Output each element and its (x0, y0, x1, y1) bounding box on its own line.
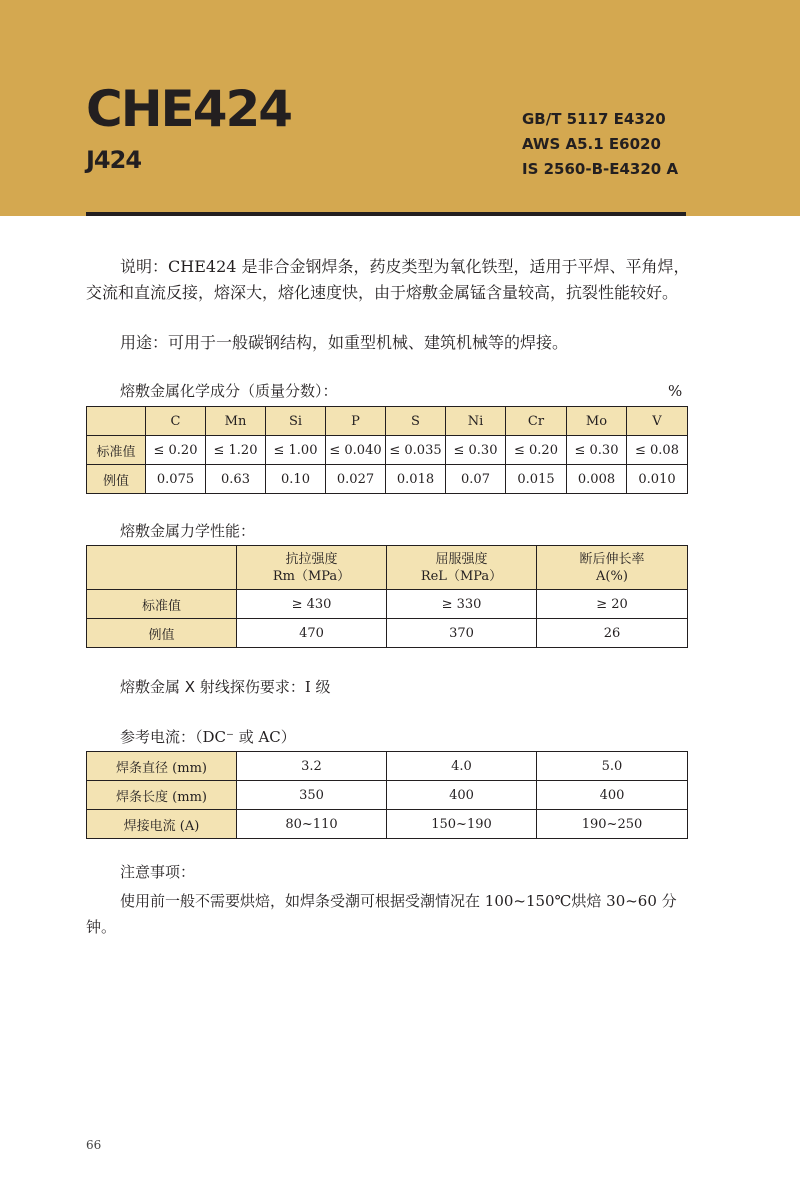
row-label: 焊条直径 (mm) (87, 752, 237, 781)
table-cell: ≤ 0.035 (386, 436, 446, 465)
table-cell: 350 (237, 781, 387, 810)
table-cell: 0.008 (567, 465, 627, 494)
table-header: S (386, 407, 446, 436)
standard-gb: GB/T 5117 E4320 (522, 110, 666, 128)
xray-label: 熔敷金属 X 射线探伤要求： (120, 678, 305, 696)
standards-list (522, 107, 678, 182)
current-table (86, 751, 688, 839)
header-line: 屈服强度 (435, 551, 488, 567)
description-paragraph (86, 254, 691, 306)
table-cell: 400 (537, 781, 688, 810)
table-header (387, 546, 537, 590)
table-cell: 0.075 (146, 465, 206, 494)
mechanical-header-row (87, 546, 688, 590)
row-label: 焊条长度 (mm) (87, 781, 237, 810)
usage-paragraph (86, 330, 691, 356)
table-header: Si (266, 407, 326, 436)
table-cell: ≤ 0.08 (627, 436, 688, 465)
table-row (87, 810, 688, 839)
chemical-unit: % (668, 382, 683, 400)
header-rule (86, 212, 686, 216)
current-line (120, 727, 296, 747)
table-row (87, 752, 688, 781)
row-label: 例值 (87, 619, 237, 648)
table-header: Mo (567, 407, 627, 436)
table-cell: 4.0 (387, 752, 537, 781)
table-cell: ≤ 0.20 (506, 436, 567, 465)
standard-is: IS 2560-B-E4320 A (522, 160, 679, 178)
mechanical-title: 熔敷金属力学性能： (120, 522, 256, 540)
table-cell: ≥ 20 (537, 590, 688, 619)
table-header: V (627, 407, 688, 436)
table-cell: 190~250 (537, 810, 688, 839)
table-header: Cr (506, 407, 567, 436)
table-header: C (146, 407, 206, 436)
standard-aws: AWS A5.1 E6020 (522, 135, 661, 153)
mechanical-table (86, 545, 688, 648)
table-cell: 0.010 (627, 465, 688, 494)
table-row (87, 590, 688, 619)
product-subtitle: J424 (86, 146, 142, 174)
table-header: Ni (446, 407, 506, 436)
table-cell: ≥ 430 (237, 590, 387, 619)
table-header (237, 546, 387, 590)
table-header: P (326, 407, 386, 436)
table-row (87, 465, 688, 494)
current-value: （DC⁻ 或 AC） (195, 728, 296, 746)
table-header (87, 407, 146, 436)
table-header (537, 546, 688, 590)
table-cell: 3.2 (237, 752, 387, 781)
current-label: 参考电流： (120, 728, 196, 746)
usage-text: 可用于一般碳钢结构，如重型机械、建筑机械等的焊接。 (168, 333, 569, 352)
header-line: 抗拉强度 (285, 551, 338, 567)
row-label: 焊接电流 (A) (87, 810, 237, 839)
table-cell: ≤ 0.30 (567, 436, 627, 465)
notes-title: 注意事项： (120, 863, 196, 881)
table-cell: 470 (237, 619, 387, 648)
table-cell: ≤ 0.040 (326, 436, 386, 465)
usage-label: 用途： (120, 333, 169, 352)
description-text: CHE424 是非合金钢焊条，药皮类型为氧化铁型，适用于平焊、平角焊，交流和直流反接，熔深大，熔化速度快，由于熔敷金属锰含量较高，抗裂性能较好。 (86, 257, 690, 302)
table-cell: 0.07 (446, 465, 506, 494)
table-cell: 400 (387, 781, 537, 810)
table-cell: 26 (537, 619, 688, 648)
header-line: 断后伸长率 (579, 551, 645, 567)
description-label: 说明： (120, 257, 169, 276)
header-unit: ReL（MPa） (420, 568, 503, 584)
table-cell: 0.018 (386, 465, 446, 494)
table-row (87, 619, 688, 648)
table-cell: 0.10 (266, 465, 326, 494)
table-cell: ≤ 1.00 (266, 436, 326, 465)
product-title: CHE424 (86, 80, 292, 138)
table-cell: ≤ 0.20 (146, 436, 206, 465)
table-row (87, 436, 688, 465)
table-cell: 150~190 (387, 810, 537, 839)
table-cell: 80~110 (237, 810, 387, 839)
row-label: 例值 (87, 465, 146, 494)
chemical-title: 熔敷金属化学成分（质量分数）： (120, 382, 338, 400)
page-number: 66 (86, 1138, 102, 1152)
notes-text: 使用前一般不需要烘焙，如焊条受潮可根据受潮情况在 100~150℃烘焙 30~60 分钟。 (86, 892, 677, 936)
table-cell: 0.63 (206, 465, 266, 494)
table-cell: 370 (387, 619, 537, 648)
chemical-header-row (87, 407, 688, 436)
table-header (87, 546, 237, 590)
row-label: 标准值 (87, 590, 237, 619)
chemical-table (86, 406, 688, 494)
xray-value: I 级 (304, 678, 331, 696)
table-header: Mn (206, 407, 266, 436)
table-cell: 5.0 (537, 752, 688, 781)
header-unit: A(%) (596, 568, 628, 584)
table-cell: ≤ 0.30 (446, 436, 506, 465)
row-label: 标准值 (87, 436, 146, 465)
table-cell: 0.027 (326, 465, 386, 494)
table-row (87, 781, 688, 810)
table-cell: 0.015 (506, 465, 567, 494)
table-cell: ≥ 330 (387, 590, 537, 619)
table-cell: ≤ 1.20 (206, 436, 266, 465)
header-unit: Rm（MPa） (272, 568, 351, 584)
xray-line (120, 677, 331, 697)
